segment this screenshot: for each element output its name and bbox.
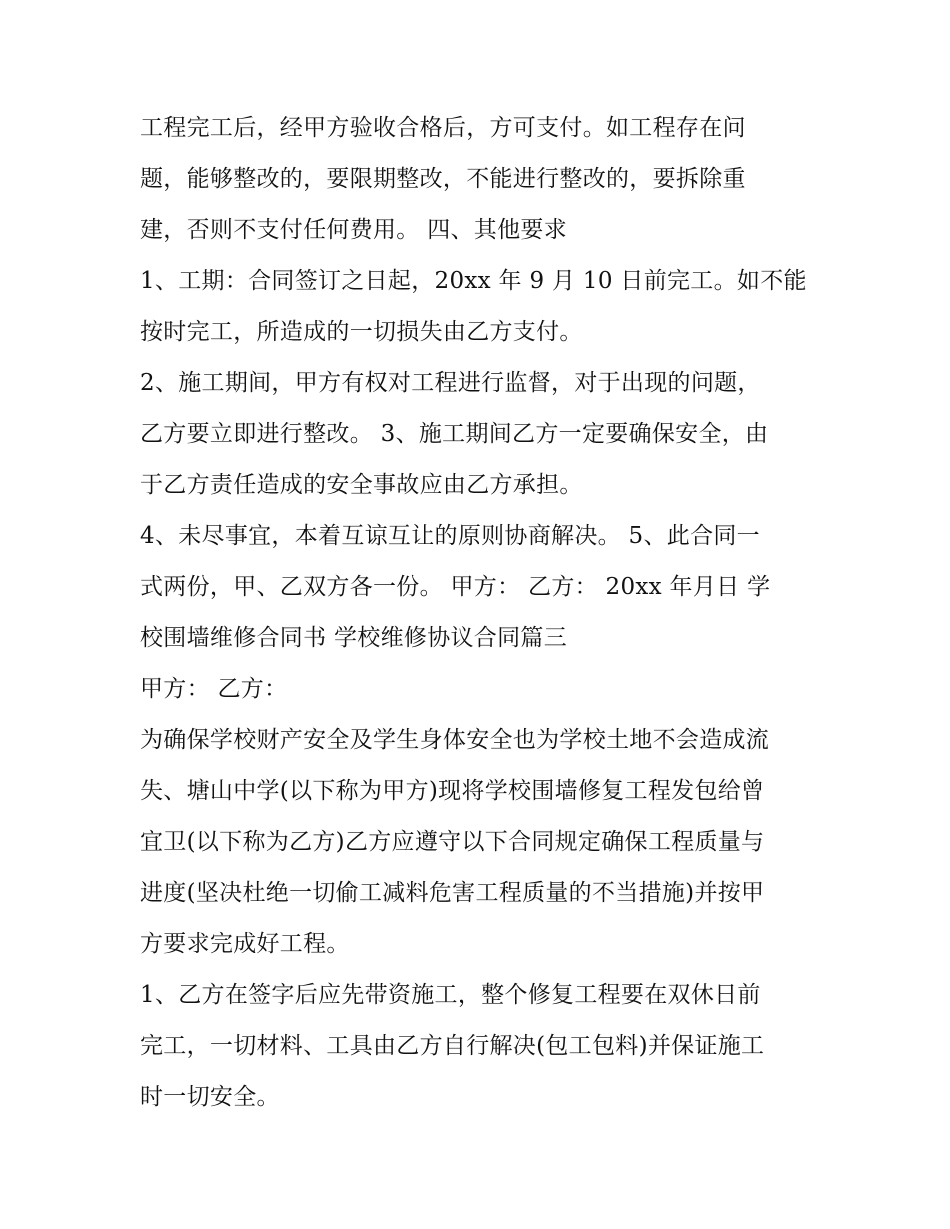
paragraph-preamble [140, 715, 810, 970]
text-line: 方要求完成好工程。 [140, 931, 350, 957]
text-line: 工程完工后，经甲方验收合格后，方可支付。如工程存在问 [140, 115, 746, 141]
paragraph-clause-1-construction [140, 970, 810, 1123]
text-line: 完工，一切材料、工具由乙方自行解决(包工包料)并保证施工 [140, 1033, 765, 1059]
text-line: 1、乙方在签字后应先带资施工，整个修复工程要在双休日前 [140, 982, 761, 1008]
paragraph-clause-2-3-supervision-safety [140, 358, 810, 511]
text-line: 甲方： 乙方： [140, 676, 288, 702]
text-line: 为确保学校财产安全及学生身体安全也为学校土地不会造成流 [140, 727, 770, 753]
text-line: 进度(坚决杜绝一切偷工减料危害工程质量的不当措施)并按甲 [140, 880, 765, 906]
document-body [140, 103, 810, 1123]
paragraph-parties [140, 664, 810, 715]
paragraph-payment-terms [140, 103, 810, 256]
text-line: 时一切安全。 [140, 1084, 280, 1110]
paragraph-clause-1-schedule [140, 256, 810, 358]
text-line: 式两份，甲、乙双方各一份。 甲方： 乙方： 20xx 年月日 学 [140, 574, 771, 600]
paragraph-clause-4-5-misc-copies [140, 511, 810, 664]
text-line: 1、工期：合同签订之日起，20xx 年 9 月 10 日前完工。如不能 [140, 268, 807, 294]
text-line: 乙方要立即进行整改。 3、施工期间乙方一定要确保安全，由 [140, 421, 769, 447]
text-line: 宜卫(以下称为乙方)乙方应遵守以下合同规定确保工程质量与 [140, 829, 765, 855]
text-line: 建，否则不支付任何费用。 四、其他要求 [140, 217, 568, 243]
text-line: 按时完工，所造成的一切损失由乙方支付。 [140, 319, 583, 345]
text-line: 4、未尽事宜，本着互谅互让的原则协商解决。 5、此合同一 [140, 523, 760, 549]
text-line: 2、施工期间，甲方有权对工程进行监督，对于出现的问题， [140, 370, 761, 396]
text-line: 题，能够整改的，要限期整改，不能进行整改的，要拆除重 [140, 166, 746, 192]
text-line: 于乙方责任造成的安全事故应由乙方承担。 [140, 472, 583, 498]
text-line: 校围墙维修合同书 学校维修协议合同篇三 [140, 625, 568, 651]
text-line: 失、塘山中学(以下称为甲方)现将学校围墙修复工程发包给曾 [140, 778, 765, 804]
